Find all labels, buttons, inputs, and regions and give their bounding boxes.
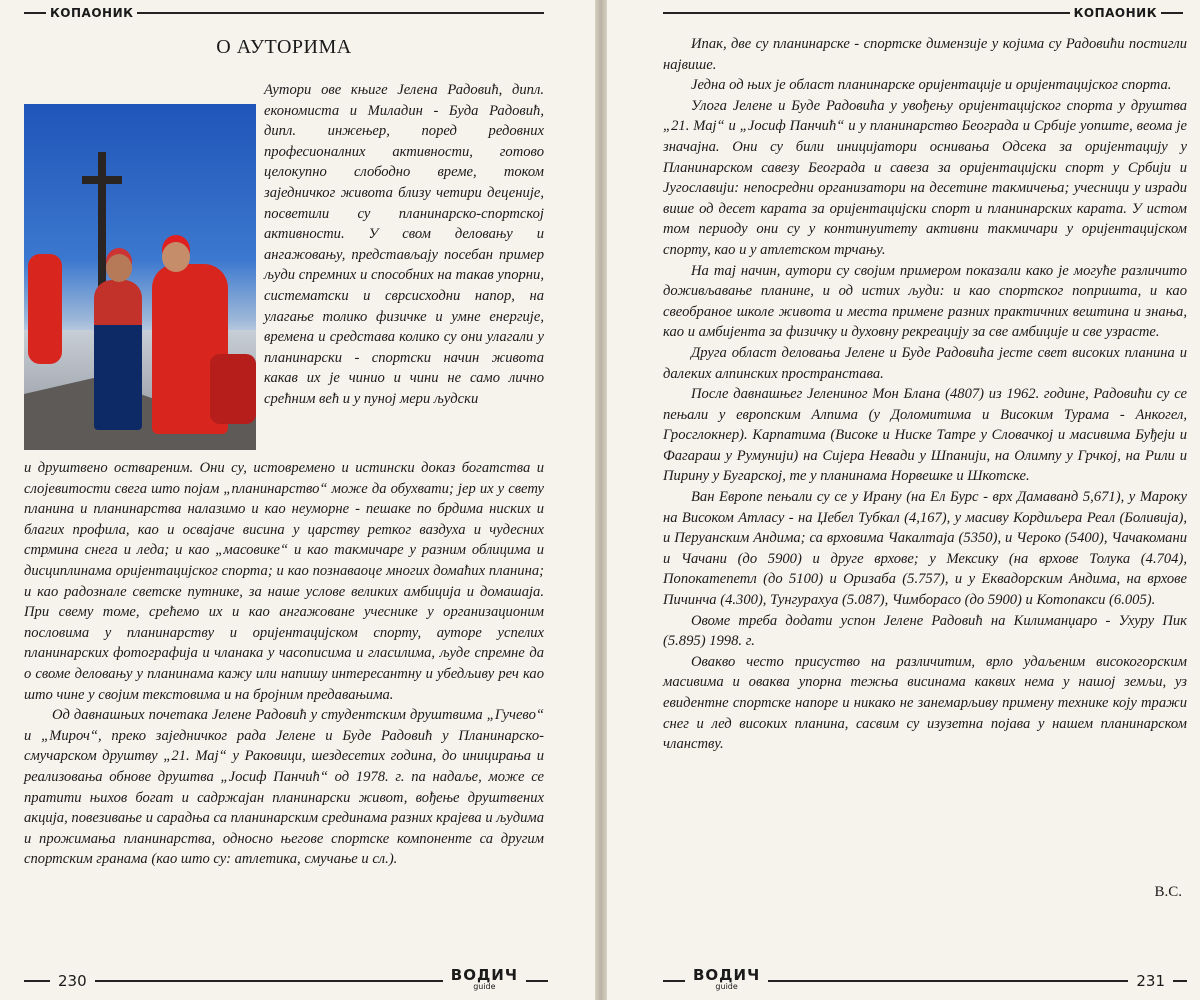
header-title: КОПАОНИК bbox=[50, 6, 134, 20]
body-paragraph: На тај начин, аутори су својим примером показали како је могуће различито доживљавање планине, и од истих људи: и као спортског попришта, и као свеобраное школе живота и места примене разних практичних вештина и знања, као и амбијента за физичку и духовну рекреацију за све амбиције и све узрасте. bbox=[663, 262, 1187, 341]
header-rule bbox=[137, 12, 544, 14]
page-number: 231 bbox=[1136, 972, 1165, 990]
header-rule-stub bbox=[1161, 12, 1183, 14]
body-paragraph: Ван Европе пењали су се у Ирану (на Ел Бурс - врх Дамаванд 5,671), у Мароку на Високом Атласу - на Џебел Тубкал (4,167), у масиву Кордиљера Реал (Боливија), и Перуанским Андима; са врховима Чакалтаја (5350), и Чероко (5400), Чачакомани и Чачани (до 5900) и друге врхове; у Мексику (на врхове Толука (4.704), Попокатепетл (до 5100) и Оризаба (5.757), и у Еквадорским Андима, на врхове Пичинча (4.300), Тунгурахуа (5.087), Чимборасо (до 5900) и Котопакси (6.005). bbox=[663, 489, 1187, 609]
footer-rule bbox=[95, 980, 443, 982]
running-header bbox=[24, 4, 544, 22]
brand-name: ВОДИЧ bbox=[693, 966, 761, 984]
author-signature: В.С. bbox=[1154, 884, 1182, 900]
photo-backpack bbox=[210, 354, 256, 424]
page-number: 230 bbox=[58, 972, 87, 990]
brand-name: ВОДИЧ bbox=[450, 966, 518, 984]
footer-rule bbox=[768, 980, 1128, 982]
running-header bbox=[663, 4, 1183, 22]
footer-rule-stub bbox=[24, 980, 50, 982]
header-rule bbox=[663, 12, 1070, 14]
brand-logo bbox=[693, 966, 761, 993]
summit-cross-icon bbox=[98, 152, 106, 302]
brand-sub: guide bbox=[715, 982, 738, 991]
summit-photo bbox=[24, 104, 256, 450]
body-paragraph: Једна од њих је област планинарске оријентације и оријентацијског спорта. bbox=[691, 77, 1172, 94]
body-paragraph: После давнашњег Јелениног Мон Блана (4807) из 1962. године, Радовићи су се пењали у европским Алпима (у Доломитима и Високим Турама - Анкогел, Гросглокнер). Карпатима (Високе и Ниске Татре у Словачкој и масивима Буђеји и Фагараш у Румунији) на Сијера Невади у Шпанији, на Олимпу у Грчкој, на Рили и Пирину у Бугарској, те у планинама Норвешке и Шкотске. bbox=[663, 386, 1187, 485]
summit-cross-bar bbox=[82, 176, 122, 184]
body-paragraph: Овакво често присуство на различитим, врло удаљеним високогорским масивима и оваква упорна тежња висинама каквих нема у нашој земљи, уз евидентне спортске напоре и никако не занемарљиву примену технике коју тражи снег и лед високих планина, сасвим су изузетна појава у нашем планинарском чланству. bbox=[663, 653, 1187, 753]
intro-paragraph: Аутори ове књиге Јелена Радовић, дипл. економиста и Миладин - Буда Радовић, дипл. инжењер, поред редовних професионалних активности, готово целокупно слободно време, током заједничког живота близу четири деценије, посветили су планинарско-спортској активности. У свом деловању и ангажовању, представљају посебан пример људи спремних и способних на такав упорни, систематски и сврсисходни напор, на улагање толико физичке и умне енергије, времена и средстава колико су они улагали у планинарски - спортски начин живота какав их је чинио и чини не само лично срећним већ и у пуној мери људски bbox=[264, 82, 544, 407]
page-title: О АУТОРИМА bbox=[216, 36, 352, 58]
photo-climber-man bbox=[94, 280, 142, 430]
page-footer bbox=[24, 966, 548, 996]
left-page bbox=[0, 0, 595, 1000]
footer-rule-end bbox=[526, 980, 548, 982]
body-paragraph: Ипак, две су планинарске - спортске димензије у којима су Радовићи постигли највише. bbox=[663, 36, 1187, 73]
body-paragraph: Улога Јелене и Буде Радовића у увођењу оријентацијског спорта у друштва „21. Мај“ и „Јосиф Панчић“ и у планинарство Београда и Србије уопште, веома је значајна. Они су били иницијатори оснивања Одсека за оријентацију у Планинарском савезу Београда и савеза за оријентацијски спорт у Србији и Југославији: непосредни организатори на десетине такмичења; учесници у изради више од десет карата за оријентацијски спорт и планинарских карата. У истом том периоду они су у континуитету активни такмичари у оријентацијском спорту, као и у атлетском трчању. bbox=[663, 97, 1187, 258]
footer-rule-stub bbox=[663, 980, 685, 982]
brand-sub: guide bbox=[473, 982, 496, 991]
body-paragraph: и друштвено оствареним. Они су, истовремено и истински доказ богатства и слојевитости свега што појам „планинарство“ може да обухвати; јер их у свету планина и планинарства налазимо и као неуморне - пешаке по брдима ниских и благих профила, као и освајаче висина у царству ретког ваздуха и чудесних стрмина снега и леда; и као „масовике“ и као такмичаре у разним облицима и дисциплинама оријентацијског спорта; и као познаваоце многих домаћих планина; и као радознале светске путнике, за наше услове великих амбиција и домашаја. При свему томе, срећемо их и као ангажоване учеснике у организационим пословима у планинарству и оријентацијском спорту, ауторе успелих планинарских фотографија и чланака у часописима и гласилима, људе спремне да о своме деловању у планинама кажу или напишу интересантну и убедљиву реч као што чине у својим текстовима и на бројним предавањима. bbox=[24, 460, 544, 703]
right-body-text bbox=[663, 34, 1187, 755]
right-page bbox=[607, 0, 1200, 1000]
page-footer bbox=[663, 966, 1187, 996]
photo-climber-woman-head bbox=[162, 242, 190, 272]
header-title: КОПАОНИК bbox=[1073, 6, 1157, 20]
body-paragraph: Друга област деловања Јелене и Буде Радовића јесте свет високих планина и далеких алпинских пространстава. bbox=[663, 344, 1187, 382]
brand-logo bbox=[450, 966, 518, 993]
header-rule-stub bbox=[24, 12, 46, 14]
intro-wrapped-text bbox=[264, 80, 544, 410]
photo-climber-man-head bbox=[106, 254, 132, 282]
body-paragraph: Од давнашњих почетака Јелене Радовић у студентским друштвима „Гучево“ и „Мироч“, преко заједничког рада Јелене и Буде Радовић у Планинарско-смучарском друштву „21. Мај“ у Раковици, шездесетих година, до иницирања и реализовања обнове друштва „Јосиф Панчић“ од 1978. г. па надаље, може се пратити њихов богат и садржајан планинарски живот, вођење друштвених акција, повезивање и сарадња са планинарским срединама разних крајева и људима и прожимања планинарства, односно његове спортске компоненте са другим спортским гранама (као што су: атлетика, смучање и сл.). bbox=[24, 707, 544, 868]
book-gutter bbox=[595, 0, 607, 1000]
body-paragraph: Овоме треба додати успон Јелене Радовић на Килиманџаро - Ухуру Пик (5.895) 1998. г. bbox=[663, 612, 1187, 650]
left-body-text bbox=[24, 458, 544, 870]
footer-rule-end bbox=[1173, 980, 1187, 982]
photo-climber-left bbox=[28, 254, 62, 364]
